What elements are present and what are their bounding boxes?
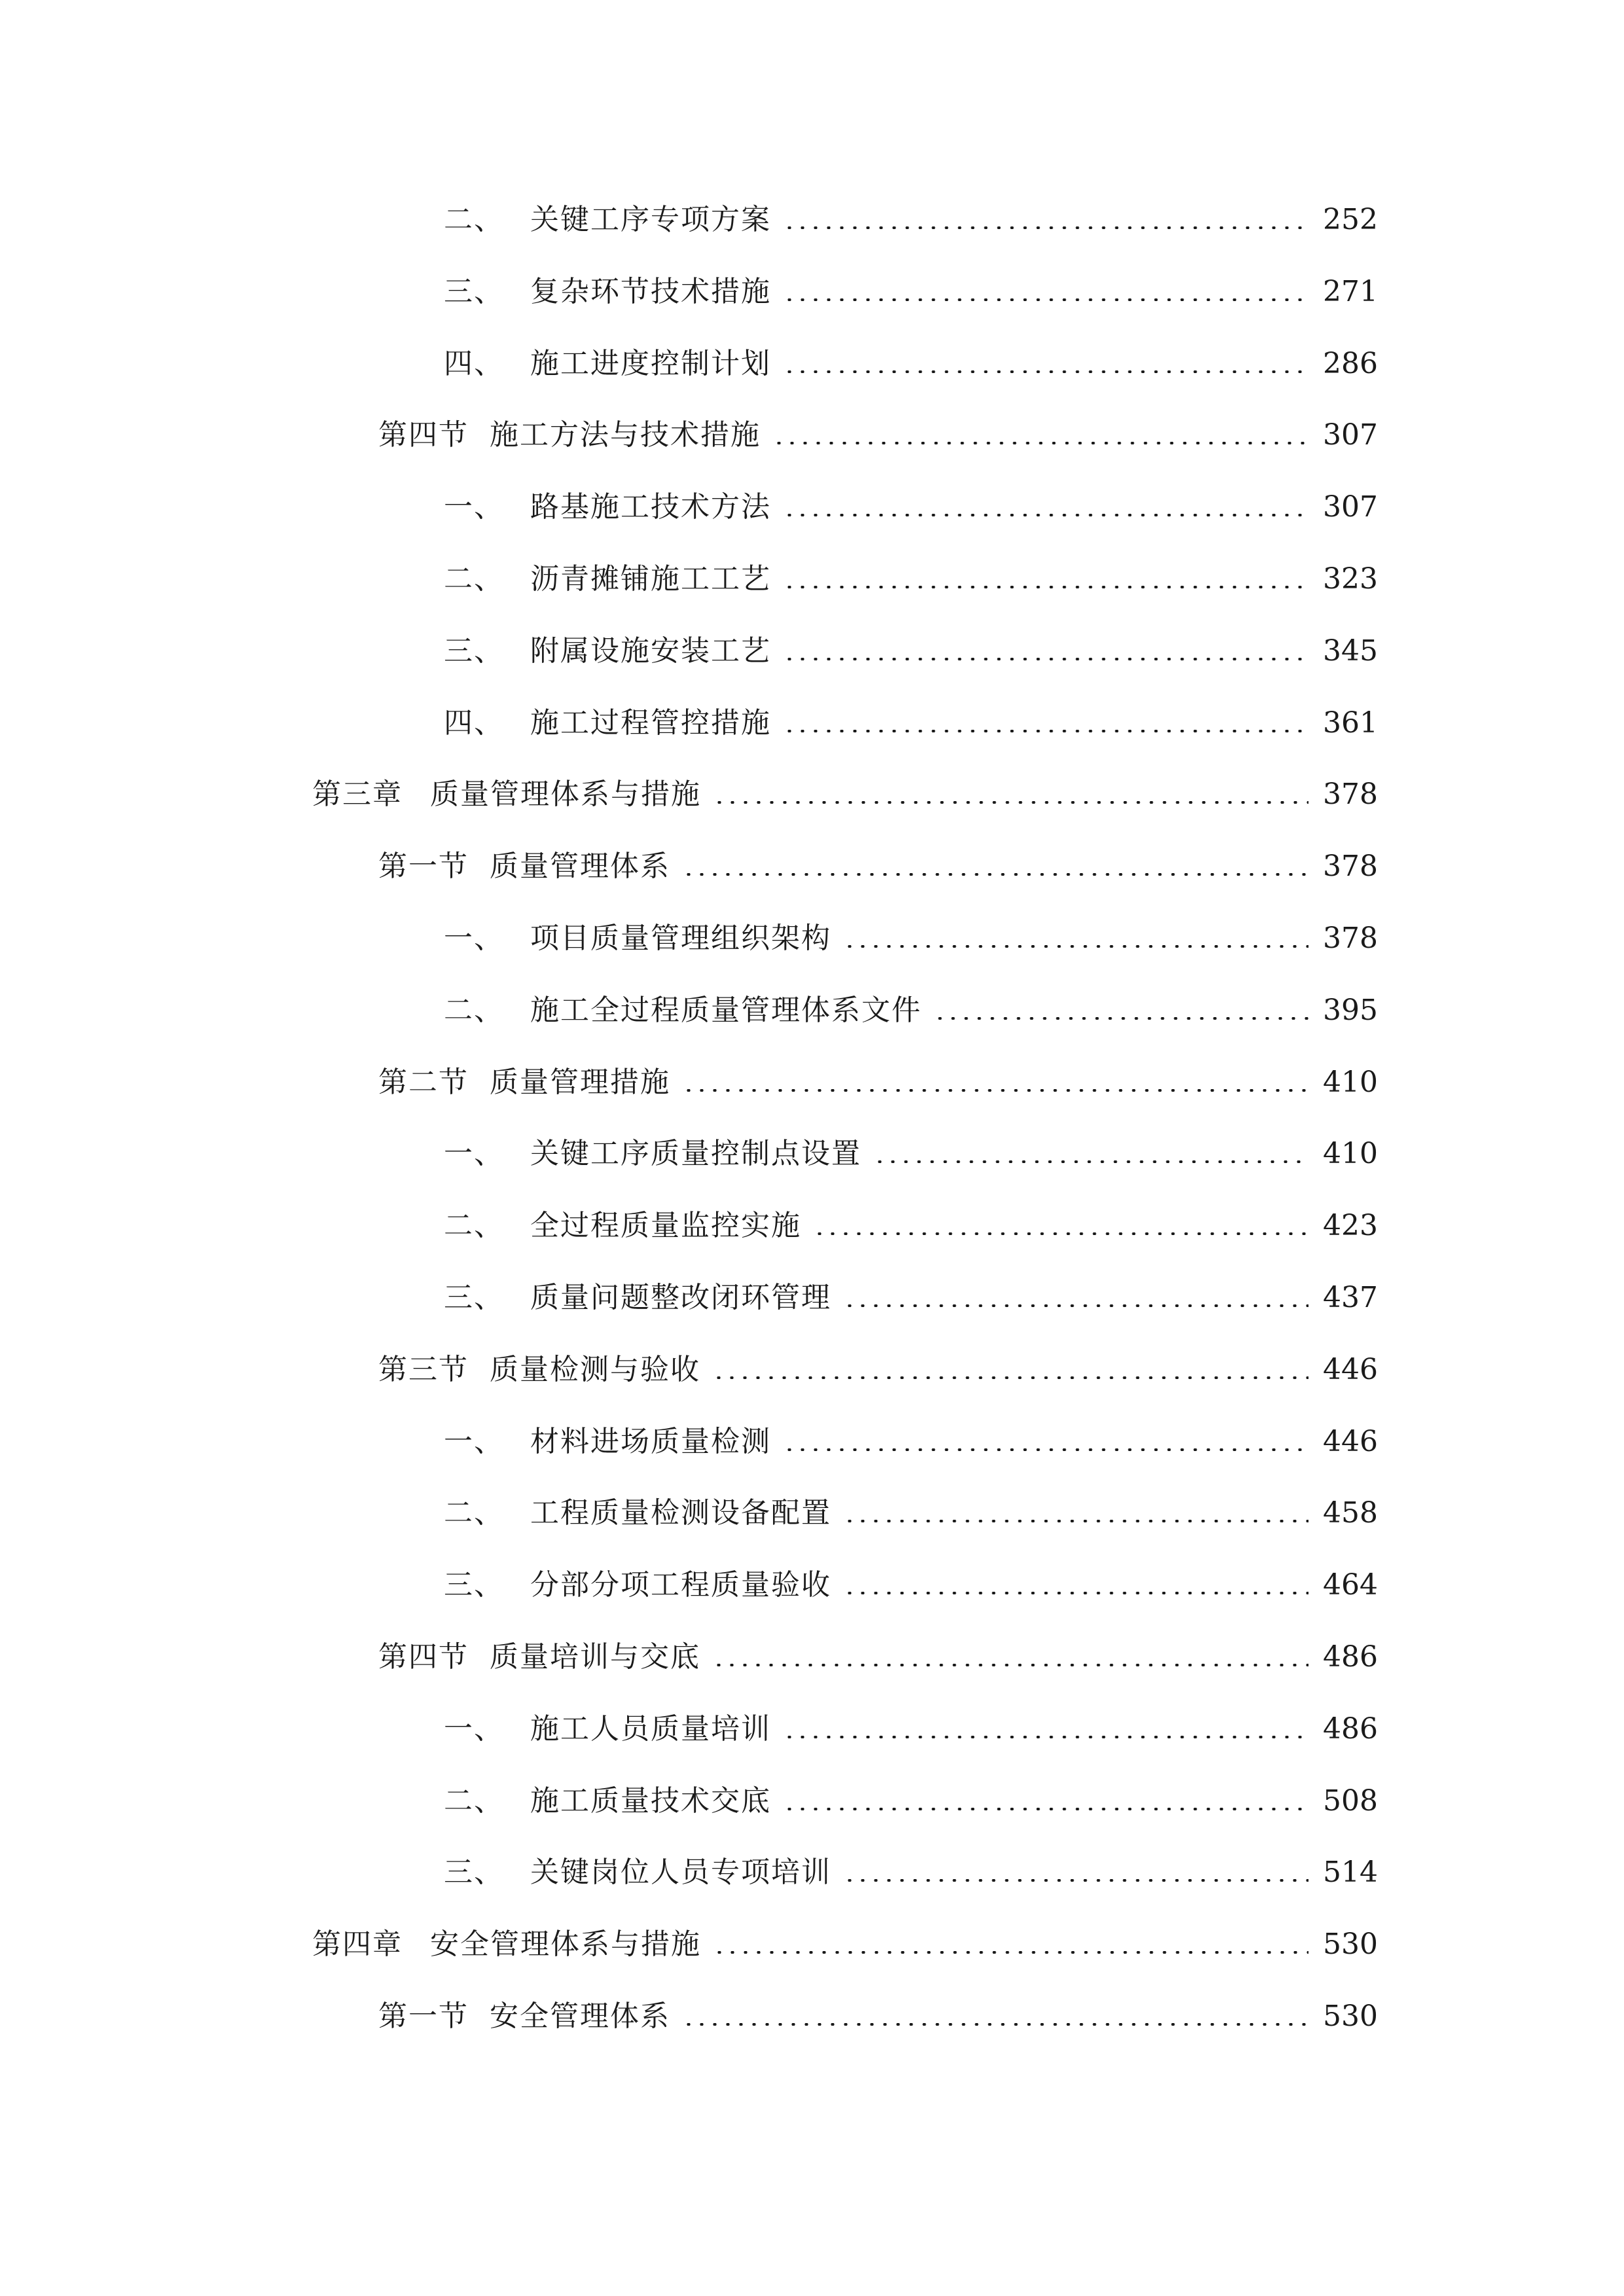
toc-entry-title: 施工全过程质量管理体系文件 <box>530 994 922 1027</box>
dot-leader <box>772 442 1308 444</box>
toc-entry-number: 一、 <box>444 490 504 524</box>
toc-entry[interactable] <box>444 1268 1378 1327</box>
toc-entry-title: 项目质量管理组织架构 <box>530 922 831 955</box>
toc-entry-number: 三、 <box>444 1568 504 1602</box>
toc-entry-title: 质量管理体系与措施 <box>430 778 701 811</box>
dot-leader <box>682 873 1308 876</box>
toc-entry-page-number: 437 <box>1323 1281 1378 1314</box>
toc-entry[interactable] <box>444 262 1378 321</box>
toc-entry-page-number: 464 <box>1323 1568 1378 1602</box>
toc-entry-number: 二、 <box>444 1496 504 1530</box>
dot-leader <box>783 1736 1308 1738</box>
toc-entry-title: 安全管理体系 <box>490 2000 670 2033</box>
toc-entry-number: 一、 <box>444 922 504 955</box>
toc-entry-number: 第三节 <box>378 1353 469 1386</box>
toc-entry[interactable] <box>444 1124 1378 1183</box>
toc-entry-title: 复杂环节技术措施 <box>530 275 771 308</box>
dot-leader <box>783 1448 1308 1451</box>
toc-entry-title: 质量管理体系 <box>490 850 670 883</box>
toc-entry[interactable] <box>312 765 1378 824</box>
dot-leader <box>783 298 1308 301</box>
dot-leader <box>682 2023 1308 2026</box>
toc-entry-page-number: 508 <box>1323 1784 1378 1818</box>
dot-leader <box>843 1520 1308 1522</box>
toc-entry-number: 二、 <box>444 562 504 596</box>
toc-entry[interactable] <box>378 1340 1378 1399</box>
toc-entry-title: 质量管理措施 <box>490 1066 670 1099</box>
toc-entry[interactable] <box>444 1196 1378 1255</box>
toc-entry[interactable] <box>444 622 1378 681</box>
toc-entry-number: 第二节 <box>378 1066 469 1099</box>
dot-leader <box>873 1160 1308 1163</box>
toc-entry-title: 施工进度控制计划 <box>530 347 771 380</box>
toc-entry-title: 质量检测与验收 <box>490 1353 700 1386</box>
toc-entry[interactable] <box>444 550 1378 609</box>
toc-entry-page-number: 446 <box>1323 1353 1378 1386</box>
toc-entry-page-number: 361 <box>1323 706 1378 740</box>
toc-entry-page-number: 323 <box>1323 562 1378 596</box>
toc-entry[interactable] <box>444 1412 1378 1471</box>
toc-entry-title: 关键工序质量控制点设置 <box>530 1137 861 1170</box>
toc-entry[interactable] <box>444 981 1378 1040</box>
toc-entry[interactable] <box>444 190 1378 249</box>
toc-entry-title: 安全管理体系与措施 <box>430 1928 701 1961</box>
toc-entry-number: 一、 <box>444 1425 504 1458</box>
toc-entry[interactable] <box>378 1987 1378 2046</box>
toc-entry-page-number: 530 <box>1323 1928 1378 1961</box>
toc-entry-title: 质量问题整改闭环管理 <box>530 1281 831 1314</box>
toc-entry[interactable] <box>378 406 1378 465</box>
toc-entry-number: 第四节 <box>378 1640 469 1674</box>
toc-entry-page-number: 252 <box>1323 203 1378 236</box>
dot-leader <box>813 1232 1308 1235</box>
dot-leader <box>783 1808 1308 1810</box>
toc-entry-title: 施工方法与技术措施 <box>490 418 761 452</box>
toc-entry-page-number: 486 <box>1323 1712 1378 1746</box>
dot-leader <box>843 1879 1308 1882</box>
toc-entry[interactable] <box>444 1700 1378 1759</box>
toc-entry-title: 材料进场质量检测 <box>530 1425 771 1458</box>
toc-entry[interactable] <box>378 837 1378 896</box>
dot-leader <box>783 514 1308 516</box>
toc-entry-number: 一、 <box>444 1712 504 1746</box>
dot-leader <box>713 1951 1308 1954</box>
toc-entry-title: 全过程质量监控实施 <box>530 1209 801 1242</box>
toc-entry-number: 二、 <box>444 1209 504 1242</box>
toc-entry-number: 第四章 <box>312 1928 403 1961</box>
toc-entry-page-number: 530 <box>1323 2000 1378 2033</box>
toc-entry-title: 施工过程管控措施 <box>530 706 771 740</box>
dot-leader <box>783 730 1308 732</box>
toc-entry-number: 三、 <box>444 634 504 668</box>
toc-entry-page-number: 378 <box>1323 850 1378 883</box>
toc-entry-title: 施工人员质量培训 <box>530 1712 771 1746</box>
toc-entry-number: 第四节 <box>378 418 469 452</box>
dot-leader <box>783 586 1308 588</box>
toc-entry-page-number: 395 <box>1323 994 1378 1027</box>
toc-entry-page-number: 486 <box>1323 1640 1378 1674</box>
toc-entry-page-number: 286 <box>1323 347 1378 380</box>
toc-entry-page-number: 423 <box>1323 1209 1378 1242</box>
dot-leader <box>713 801 1308 804</box>
toc-entry-number: 三、 <box>444 275 504 308</box>
dot-leader <box>783 658 1308 660</box>
toc-entry[interactable] <box>444 694 1378 753</box>
toc-entry-title: 路基施工技术方法 <box>530 490 771 524</box>
toc-entry-title: 关键工序专项方案 <box>530 203 771 236</box>
toc-entry-page-number: 271 <box>1323 275 1378 308</box>
toc-entry-number: 第一节 <box>378 850 469 883</box>
toc-entry-page-number: 307 <box>1323 490 1378 524</box>
toc-entry[interactable] <box>444 1484 1378 1543</box>
toc-entry-number: 一、 <box>444 1137 504 1170</box>
dot-leader <box>933 1017 1308 1020</box>
toc-entry-title: 沥青摊铺施工工艺 <box>530 562 771 596</box>
toc-entry-number: 四、 <box>444 706 504 740</box>
toc-entry-page-number: 410 <box>1323 1137 1378 1170</box>
toc-entry-title: 附属设施安装工艺 <box>530 634 771 668</box>
toc-entry-number: 第一节 <box>378 2000 469 2033</box>
dot-leader <box>783 370 1308 373</box>
dot-leader <box>712 1664 1308 1666</box>
dot-leader <box>843 1592 1308 1594</box>
toc-entry[interactable] <box>444 1772 1378 1831</box>
toc-entry-number: 二、 <box>444 994 504 1027</box>
toc-entry-number: 三、 <box>444 1856 504 1889</box>
dot-leader <box>783 226 1308 229</box>
toc-entry-number: 四、 <box>444 347 504 380</box>
toc-entry-page-number: 458 <box>1323 1496 1378 1530</box>
toc-entry-number: 第三章 <box>312 778 403 811</box>
toc-entry[interactable] <box>444 478 1378 537</box>
toc-entry-page-number: 410 <box>1323 1066 1378 1099</box>
toc-entry[interactable] <box>378 1053 1378 1112</box>
toc-entry-page-number: 345 <box>1323 634 1378 668</box>
toc-entry-title: 施工质量技术交底 <box>530 1784 771 1818</box>
toc-entry-page-number: 378 <box>1323 778 1378 811</box>
toc-entry-page-number: 446 <box>1323 1425 1378 1458</box>
dot-leader <box>843 1304 1308 1307</box>
toc-entry-page-number: 307 <box>1323 418 1378 452</box>
toc-entry-page-number: 514 <box>1323 1856 1378 1889</box>
toc-entry-number: 三、 <box>444 1281 504 1314</box>
toc-entry-number: 二、 <box>444 1784 504 1818</box>
toc-entry-title: 质量培训与交底 <box>490 1640 700 1674</box>
toc-entry[interactable] <box>378 1628 1378 1687</box>
toc-entry-number: 二、 <box>444 203 504 236</box>
toc-entry-title: 关键岗位人员专项培训 <box>530 1856 831 1889</box>
toc-entry-title: 分部分项工程质量验收 <box>530 1568 831 1602</box>
dot-leader <box>682 1089 1308 1092</box>
dot-leader <box>843 945 1308 948</box>
toc-entry[interactable] <box>312 1915 1378 1974</box>
toc-entry[interactable] <box>444 909 1378 968</box>
toc-entry[interactable] <box>444 1556 1378 1615</box>
dot-leader <box>712 1376 1308 1379</box>
toc-entry[interactable] <box>444 1843 1378 1902</box>
toc-entry[interactable] <box>444 334 1378 393</box>
toc-entry-title: 工程质量检测设备配置 <box>530 1496 831 1530</box>
toc-entry-page-number: 378 <box>1323 922 1378 955</box>
